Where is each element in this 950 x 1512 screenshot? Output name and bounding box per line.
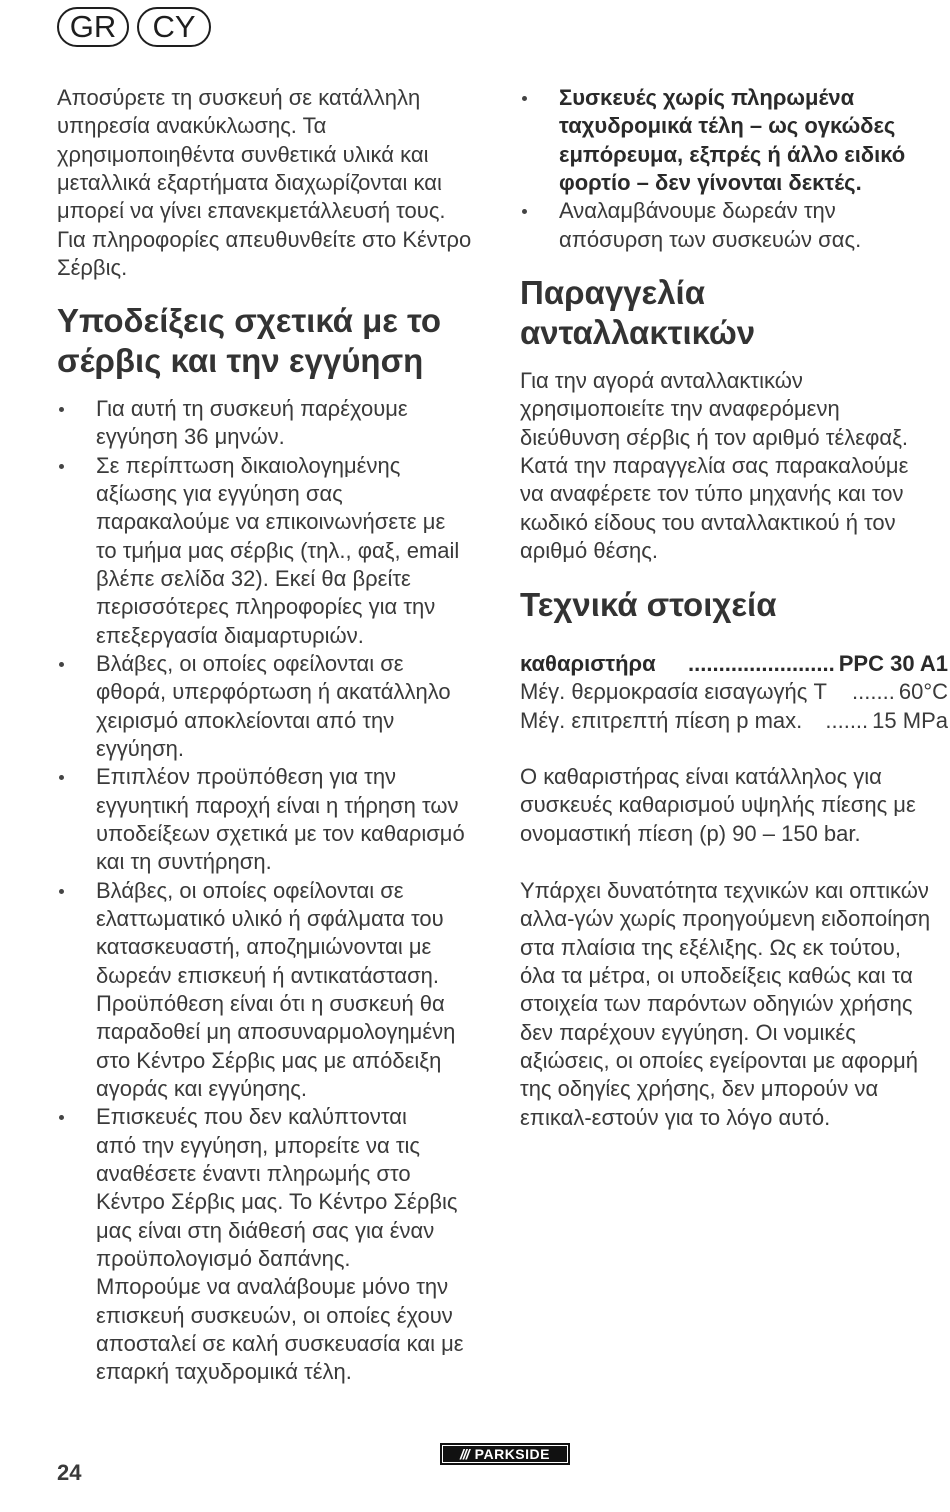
paragraph-line: χρησιμοποιείτε την αναφερόμενη — [520, 396, 840, 422]
bullet-line: φθορά, υπερφόρτωση ή ακατάλληλο — [96, 679, 451, 705]
bullet-item-bold — [520, 84, 948, 197]
bullet-line: φορτίο – δεν γίνονται δεκτές. — [559, 169, 862, 195]
spare-parts-paragraph — [520, 367, 948, 565]
paragraph-line: να αναφέρετε τον τύπο μηχανής και τον — [520, 481, 904, 507]
bullet-line: Επισκευές που δεν καλύπτονται — [96, 1104, 407, 1130]
bullet-line: χειρισμό αποκλείονται από την — [96, 707, 395, 733]
paragraph-line: της οδηγίες χρήσης, δεν μπορούν να — [520, 1076, 879, 1102]
bullet-line: το τμήμα μας σέρβις (τηλ., φαξ, email — [96, 537, 460, 563]
bullet-line: Αναλαμβάνουμε δωρεάν την — [559, 198, 836, 224]
bullet-line: επαρκή ταχυδρομικά τέλη. — [96, 1359, 352, 1385]
spec-label: Μέγ. επιτρεπτή πίεση p max. — [520, 707, 803, 733]
spec-value: PPC 30 A1 — [838, 651, 948, 676]
bullet-line: Επιπλέον προϋπόθεση για την — [96, 764, 397, 790]
bullet-line: βλέπε σελίδα 32). Εκεί θα βρείτε — [96, 565, 411, 591]
warranty-bullet-list — [57, 395, 487, 1386]
bullet-line: Βλάβες, οι οποίες οφείλονται σε — [96, 877, 404, 903]
bullet-item — [57, 452, 487, 650]
bullet-line: αγοράς και εγγύησης. — [96, 1075, 307, 1101]
bullet-marker — [522, 96, 527, 101]
heading-technical-data — [520, 585, 948, 625]
paragraph-line: μεταλλικά εξαρτήματα διαχωρίζονται και — [57, 169, 442, 195]
bullet-item — [57, 763, 487, 876]
bullet-line: επεξεργασία διαμαρτυριών. — [96, 622, 364, 648]
spec-label: Μέγ. θερμοκρασία εισαγωγής T — [520, 679, 827, 705]
paragraph-line: αξιώσεις, οι οποίες εγείρονται με αφορμή — [520, 1047, 918, 1073]
bullet-item — [57, 877, 487, 1104]
spec-row-max-pressure — [520, 707, 948, 735]
paragraph-line: Σέρβις. — [57, 254, 128, 280]
spec-row-max-temperature — [520, 678, 948, 706]
bullet-line: παραδοθεί μη αποσυναρμολογημένη — [96, 1019, 456, 1045]
paragraph-line: στα πλαίσια της εξέλιξης. Ως εκ τούτου, — [520, 934, 901, 960]
paragraph-line: Κατά την παραγγελία σας παρακαλούμε — [520, 452, 909, 478]
bullet-item — [57, 1103, 487, 1386]
heading-service-warranty — [57, 301, 487, 381]
bullet-line: περισσότερες πληροφορίες για την — [96, 594, 436, 620]
bullet-line: από την εγγύηση, μπορείτε να τις — [96, 1132, 421, 1158]
page-number: 24 — [57, 1460, 82, 1485]
usage-paragraph — [520, 763, 948, 848]
spec-value: 15 MPa — [872, 707, 948, 733]
paragraph-line: χρησιμοποιηθέντα συνθετικά υλικά και — [57, 141, 429, 167]
bullet-line: επισκευή συσκευών, οι οποίες έχουν — [96, 1302, 453, 1328]
paragraph-line: δεν παρέχουν εγγύηση. Οι νομικές — [520, 1019, 856, 1045]
paragraph-line: όλα τα μέτρα, οι υποδείξεις καθώς και τα — [520, 962, 913, 988]
bullet-line: στο Κέντρο Σέρβις μας με απόδειξη — [96, 1047, 442, 1073]
bullet-line: Μπορούμε να αναλάβουμε μόνο την — [96, 1274, 449, 1300]
bullet-line: απόσυρση των συσκευών σας. — [559, 226, 862, 252]
shipping-bullet-list — [520, 84, 948, 254]
paragraph-line: αλλα-γών χωρίς προηγούμενη ειδοποίηση — [520, 906, 931, 932]
heading-line: Τεχνικά στοιχεία — [520, 586, 777, 623]
bullet-marker — [522, 209, 527, 214]
bullet-line: αξίωσης για εγγύηση σας — [96, 480, 343, 506]
heading-spare-parts — [520, 273, 948, 353]
bullet-line: και τη συντήρηση. — [96, 849, 272, 875]
paragraph-line: Αποσύρετε τη συσκευή σε κατάλληλη — [57, 85, 421, 110]
spec-list — [520, 650, 948, 735]
paragraph-line: επικαλ-εστούν για το λόγο αυτό. — [520, 1104, 831, 1130]
paragraph-line: Για την αγορά ανταλλακτικών — [520, 368, 803, 393]
spec-row-model — [520, 650, 948, 678]
bullet-line: ταχυδρομικά τέλη – ως ογκώδες — [559, 113, 896, 139]
bullet-line: ελαττωματικό υλικό ή σφάλματα του — [96, 905, 444, 931]
bullet-line: αποσταλεί σε καλή συσκευασία και με — [96, 1330, 464, 1356]
bullet-marker — [59, 889, 64, 894]
bullet-item — [57, 650, 487, 763]
bullet-line: Για αυτή τη συσκευή παρέχουμε — [96, 396, 408, 421]
paragraph-line: Ο καθαριστήρας είναι κατάλληλος για — [520, 764, 882, 789]
bullet-line: υποδείξεων σχετικά με τον καθαρισμό — [96, 820, 465, 846]
paragraph-line: κωδικό είδους του ανταλλακτικού ή τον — [520, 509, 896, 535]
paragraph-line: αριθμό θέσης. — [520, 537, 658, 563]
logo-frame — [442, 1445, 568, 1463]
bullet-line: Βλάβες, οι οποίες οφείλονται σε — [96, 650, 404, 676]
disclaimer-paragraph — [520, 877, 948, 1132]
spec-leader-dots: ........................ — [688, 651, 835, 676]
bullet-line: εγγύηση. — [96, 735, 184, 761]
heading-line: ανταλλακτικών — [520, 314, 756, 351]
bullet-marker — [59, 464, 64, 469]
bullet-line: δωρεάν επισκευή ή αντικατάσταση. — [96, 962, 440, 988]
bullet-item — [57, 395, 487, 452]
bullet-line: προϋπολογισμό δαπάνης. — [96, 1245, 351, 1271]
logo-text: PARKSIDE — [474, 1446, 550, 1462]
bullet-line: μας είναι στη διάθεσή σας για έναν — [96, 1217, 435, 1243]
spec-leader-dots: ....... — [825, 707, 869, 733]
paragraph-line: υπηρεσία ανακύκλωσης. Τα — [57, 113, 327, 139]
paragraph-line: μπορεί να γίνει επανεκμετάλλευσή τους. — [57, 198, 446, 224]
bullet-line: παρακαλούμε να επικοινωνήσετε με — [96, 509, 446, 535]
bullet-marker — [59, 662, 64, 667]
disposal-paragraph — [57, 84, 487, 282]
bullet-marker — [59, 1115, 64, 1120]
logo-slashes: /// — [460, 1446, 469, 1462]
paragraph-line: Για πληροφορίες απευθυνθείτε στο Κέντρο — [57, 226, 472, 252]
bullet-line: εγγυητική παροχή είναι η τήρηση των — [96, 792, 459, 818]
paragraph-line: στοιχεία των παρόντων οδηγιών χρήσης — [520, 991, 913, 1017]
bullet-line: Συσκευές χωρίς πληρωμένα — [559, 85, 855, 110]
parkside-logo — [440, 1443, 570, 1465]
paragraph-line: συσκευές καθαρισμού υψηλής πίεσης με — [520, 792, 916, 818]
paragraph-line: ονομαστική πίεση (p) 90 – 150 bar. — [520, 820, 861, 846]
bullet-line: κατασκευαστή, αποζημιώνονται με — [96, 934, 432, 960]
bullet-item — [520, 197, 948, 254]
heading-line: Υποδείξεις σχετικά με το — [57, 302, 442, 339]
bullet-line: εγγύηση 36 μηνών. — [96, 424, 285, 450]
spec-label: καθαριστήρα — [520, 651, 656, 676]
language-badge-gr: GR — [57, 7, 129, 47]
bullet-marker — [59, 775, 64, 780]
bullet-line: Προϋπόθεση είναι ότι η συσκευή θα — [96, 990, 445, 1016]
bullet-marker — [59, 407, 64, 412]
paragraph-line: Υπάρχει δυνατότητα τεχνικών και οπτικών — [520, 878, 929, 903]
heading-line: σέρβις και την εγγύηση — [57, 342, 424, 379]
bullet-line: Σε περίπτωση δικαιολογημένης — [96, 452, 401, 478]
bullet-line: αναθέσετε έναντι πληρωμής στο — [96, 1160, 411, 1186]
bullet-line: Κέντρο Σέρβις μας. Το Κέντρο Σέρβις — [96, 1189, 458, 1215]
bullet-line: εμπόρευμα, εξπρές ή άλλο ειδικό — [559, 141, 906, 167]
spec-value: 60°C — [898, 679, 948, 705]
paragraph-line: διεύθυνση σέρβις ή τον αριθμό τέλεφαξ. — [520, 424, 909, 450]
language-badge-cy: CY — [137, 7, 211, 47]
spec-leader-dots: ....... — [852, 679, 895, 705]
heading-line: Παραγγελία — [520, 274, 705, 311]
